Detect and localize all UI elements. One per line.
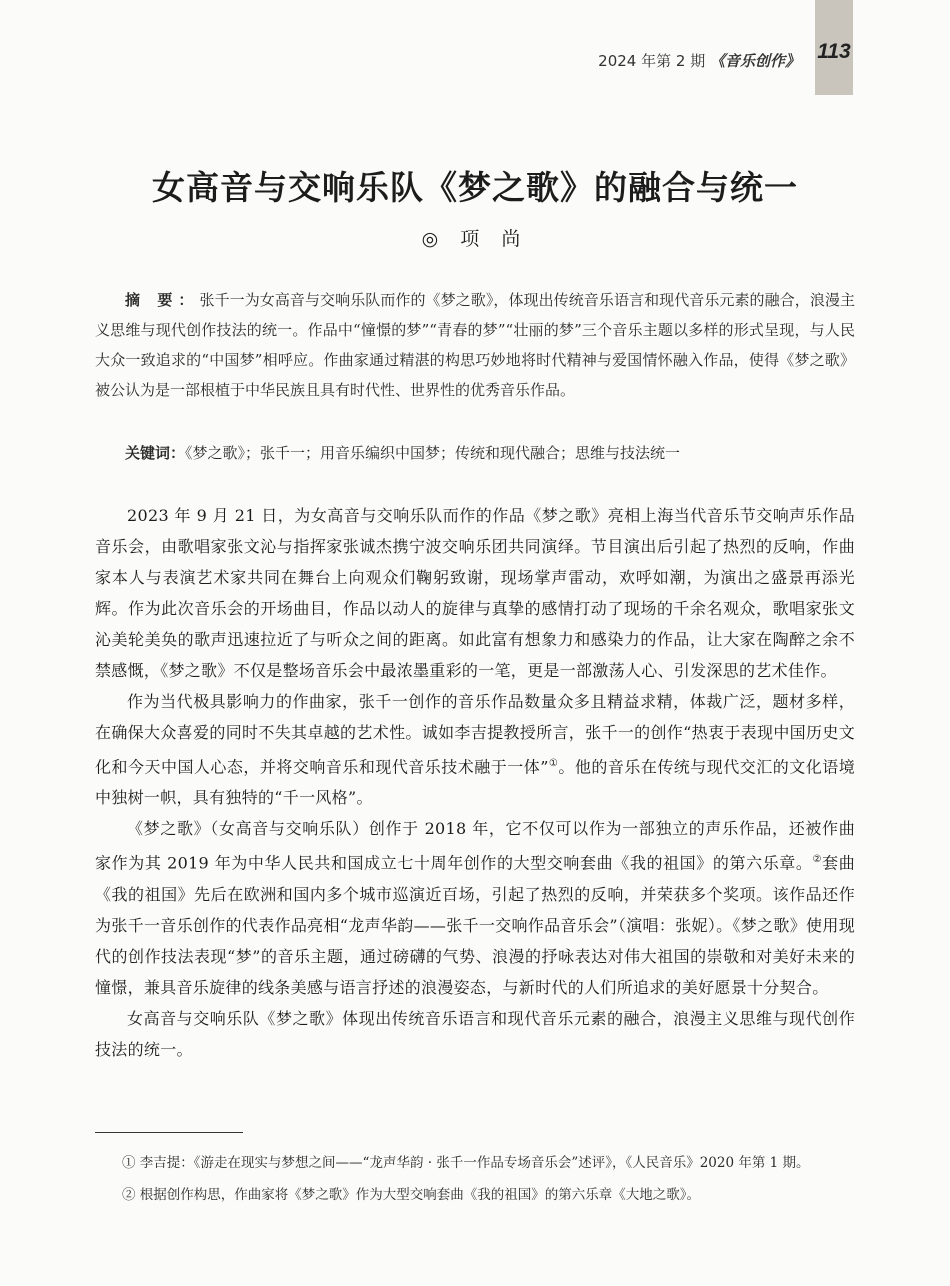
abstract-label: 摘 要：	[125, 291, 200, 309]
journal-name: 《音乐创作》	[709, 52, 800, 70]
running-header	[598, 50, 800, 71]
paragraph-3-text-cont: 套曲《我的祖国》先后在欧洲和国内多个城市巡演近百场，引起了热烈的反响，并荣获多个奖项。该作品还作为张千一音乐创作的代表作品亮相“龙声华韵——张千一交响作品音乐会”（演唱：张妮）。《梦之歌》使用现代的创作技法表现“梦”的音乐主题，通过磅礴的气势、浪漫的抒咏表达对伟大祖国的崇敬和对美好未来的憧憬，兼具音乐旋律的线条美感与语言抒述的浪漫姿态，与新时代的人们所追求的美好愿景十分契合。	[95, 853, 855, 997]
footnotes	[95, 1150, 855, 1214]
footnote-ref-1[interactable]: ①	[548, 758, 559, 769]
author-line: ◎ 项 尚	[421, 228, 529, 250]
keywords-label: 关键词：	[125, 444, 186, 462]
footnote-1: ① 李吉提：《游走在现实与梦想之间——“龙声华韵 · 张千一作品专场音乐会”述评》，《人民音乐》2020 年第 1 期。	[122, 1155, 810, 1171]
body-paragraph-1: 2023 年 9 月 21 日，为女高音与交响乐队而作的作品《梦之歌》亮相上海当代音乐节交响声乐作品音乐会，由歌唱家张文沁与指挥家张诚杰携宁波交响乐团共同演绎。节目演出后引起了热烈的反响，作曲家本人与表演艺术家共同在舞台上向观众们鞠躬致谢，现场掌声雷动，欢呼如潮，为演出之盛景再添光辉。作为此次音乐会的开场曲目，作品以动人的旋律与真挚的感情打动了现场的千余名观众，歌唱家张文沁美轮美奂的歌声迅速拉近了与听众之间的距离。如此富有想象力和感染力的作品，让大家在陶醉之余不禁感慨，《梦之歌》不仅是整场音乐会中最浓墨重彩的一笔，更是一部激荡人心、引发深思的艺术佳作。	[95, 506, 855, 680]
paragraph-2-text-cont: 。他的音乐在传统与现代交汇的文化语境中独树一帜，具有独特的“千一风格”。	[95, 757, 856, 808]
footnote-divider	[95, 1132, 243, 1133]
issue-label: 2024 年第 2 期	[598, 52, 706, 70]
abstract-text: 张千一为女高音与交响乐队而作的《梦之歌》，体现出传统音乐语言和现代音乐元素的融合，浪漫主义思维与现代创作技法的统一。作品中“憧憬的梦”“青春的梦”“壮丽的梦”三个音乐主题以多样的形式呈现，与人民大众一致追求的“中国梦”相呼应。作曲家通过精湛的构思巧妙地将时代精神与爱国情怀融入作品，使得《梦之歌》被公认为是一部根植于中华民族且具有时代性、世界性的优秀音乐作品。	[95, 291, 855, 399]
paragraph-2-text: 作为当代极具影响力的作曲家，张千一创作的音乐作品数量众多且精益求精，体裁广泛，题材多样，在确保大众喜爱的同时不失其卓越的艺术性。诚如李吉提教授所言，张千一的创作“热衷于表现中国历史文化和今天中国人心态，并将交响音乐和现代音乐技术融于一体”	[95, 692, 855, 777]
keywords	[95, 438, 855, 468]
footnote-ref-2[interactable]: ②	[812, 854, 823, 866]
body-paragraph-3	[95, 813, 855, 1002]
paragraph-3-text: 《梦之歌》（女高音与交响乐队）创作于 2018 年，它不仅可以作为一部独立的声乐作品，还被作曲家作为其 2019 年为中华人民共和国成立七十周年创作的大型交响套曲《我的祖国》的第六乐章。	[95, 819, 855, 873]
page-number: 113	[817, 40, 851, 63]
article-body	[95, 500, 855, 1065]
body-paragraph-4: 女高音与交响乐队《梦之歌》体现出传统音乐语言和现代音乐元素的融合，浪漫主义思维与现代创作技法的统一。	[95, 1008, 855, 1059]
body-paragraph-2	[95, 686, 855, 813]
keywords-text: 《梦之歌》；张千一；用音乐编织中国梦；传统和现代融合；思维与技法统一	[185, 444, 681, 462]
article-title: 女高音与交响乐队《梦之歌》的融合与统一	[152, 168, 798, 208]
abstract	[95, 285, 855, 405]
footnote-2: ② 根据创作构思，作曲家将《梦之歌》作为大型交响套曲《我的祖国》的第六乐章《大地之歌》。	[122, 1187, 701, 1203]
